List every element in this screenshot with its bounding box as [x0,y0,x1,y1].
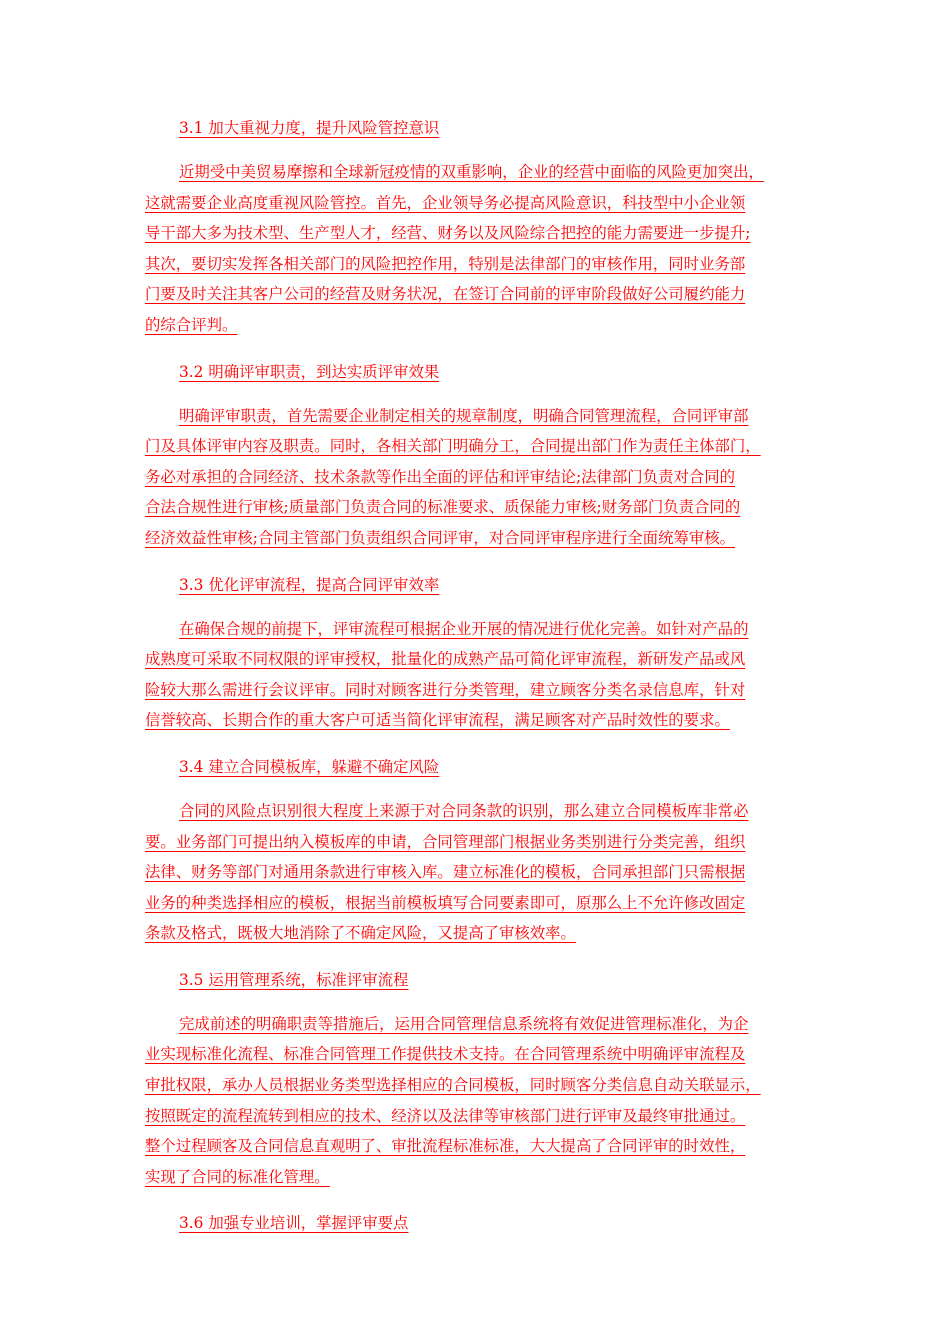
section-heading: 3.2 明确评审职责，到达实质评审效果 [179,362,440,381]
paragraph-line: 合法合规性进行审核;质量部门负责合同的标准要求、质保能力审核;财务部门负责合同的 [145,498,741,517]
paragraph-line: 在确保合规的前提下，评审流程可根据企业开展的情况进行优化完善。如针对产品的 [179,619,749,638]
section-heading: 3.4 建立合同模板库，躲避不确定风险 [179,757,440,776]
paragraph-line: 完成前述的明确职责等措施后，运用合同管理信息系统将有效促进管理标准化，为企 [179,1014,749,1033]
paragraph-line: 业务的种类选择相应的模板，根据当前模板填写合同要素即可，原那么上不允许修改固定 [145,893,746,912]
paragraph-line: 条款及格式，既极大地消除了不确定风险，又提高了审核效率。 [145,924,576,943]
section-paragraph [145,796,817,949]
paragraph-line: 成熟度可采取不同权限的评审授权，批量化的成熟产品可简化评审流程，新研发产品或风 [145,650,746,669]
section-heading: 3.1 加大重视力度，提升风险管控意识 [179,119,440,137]
paragraph-line: 整个过程顾客及合同信息直观明了、审批流程标准标准，大大提高了合同评审的时效性， [145,1137,746,1156]
paragraph-line: 这就需要企业高度重视风险管控。首先，企业领导务必提高风险意识，科技型中小企业领 [145,193,746,212]
paragraph-line: 业实现标准化流程、标准合同管理工作提供技术支持。在合同管理系统中明确评审流程及 [145,1045,746,1064]
section-heading: 3.3 优化评审流程，提高合同评审效率 [179,575,440,594]
section-heading: 3.5 运用管理系统，标准评审流程 [179,970,409,989]
section-3-5 [145,965,817,1193]
section-paragraph [145,157,817,341]
section-3-6 [145,1208,817,1238]
paragraph-line: 经济效益性审核;合同主管部门负责组织合同评审，对合同评审程序进行全面统筹审核。 [145,528,736,547]
paragraph-line: 险较大那么需进行会议评审。同时对顾客进行分类管理，建立顾客分类名录信息库，针对 [145,680,746,699]
paragraph-line: 信誉较高、长期合作的重大客户可适当简化评审流程，满足顾客对产品时效性的要求。 [145,711,730,730]
section-paragraph [145,1009,817,1193]
section-3-1 [145,113,817,341]
paragraph-line: 其次，要切实发挥各相关部门的风险把控作用，特别是法律部门的审核作用，同时业务部 [145,254,746,273]
paragraph-line: 法律、财务等部门对通用条款进行审核入库。建立标准化的模板，合同承担部门只需根据 [145,863,746,882]
paragraph-line: 近期受中美贸易摩擦和全球新冠疫情的双重影响，企业的经营中面临的风险更加突出， [179,163,764,181]
section-3-2 [145,357,817,554]
paragraph-line: 审批权限，承办人员根据业务类型选择相应的合同模板，同时顾客分类信息自动关联显示， [145,1076,761,1095]
paragraph-line: 要。业务部门可提出纳入模板库的申请，合同管理部门根据业务类别进行分类完善，组织 [145,832,746,851]
paragraph-line: 合同的风险点识别很大程度上来源于对合同条款的识别，那么建立合同模板库非常必 [179,801,749,820]
document-body [145,113,817,1252]
paragraph-line: 门要及时关注其客户公司的经营及财务状况，在签订合同前的评审阶段做好公司履约能力 [145,285,746,304]
section-3-3 [145,570,817,736]
paragraph-line: 按照既定的流程流转到相应的技术、经济以及法律等审核部门进行评审及最终审批通过。 [145,1106,746,1125]
paragraph-line: 务必对承担的合同经济、技术条款等作出全面的评估和评审结论;法律部门负责对合同的 [145,467,736,486]
paragraph-line: 门及具体评审内容及职责。同时，各相关部门明确分工，合同提出部门作为责任主体部门， [145,437,761,456]
section-heading: 3.6 加强专业培训，掌握评审要点 [179,1214,409,1233]
paragraph-line: 导干部大多为技术型、生产型人才，经营、财务以及风险综合把控的能力需要进一步提升; [145,224,751,243]
paragraph-line: 实现了合同的标准化管理。 [145,1167,330,1186]
paragraph-line: 明确评审职责，首先需要企业制定相关的规章制度，明确合同管理流程，合同评审部 [179,406,749,425]
section-3-4 [145,752,817,949]
paragraph-line: 的综合评判。 [145,315,238,334]
section-paragraph [145,614,817,736]
section-paragraph [145,401,817,554]
